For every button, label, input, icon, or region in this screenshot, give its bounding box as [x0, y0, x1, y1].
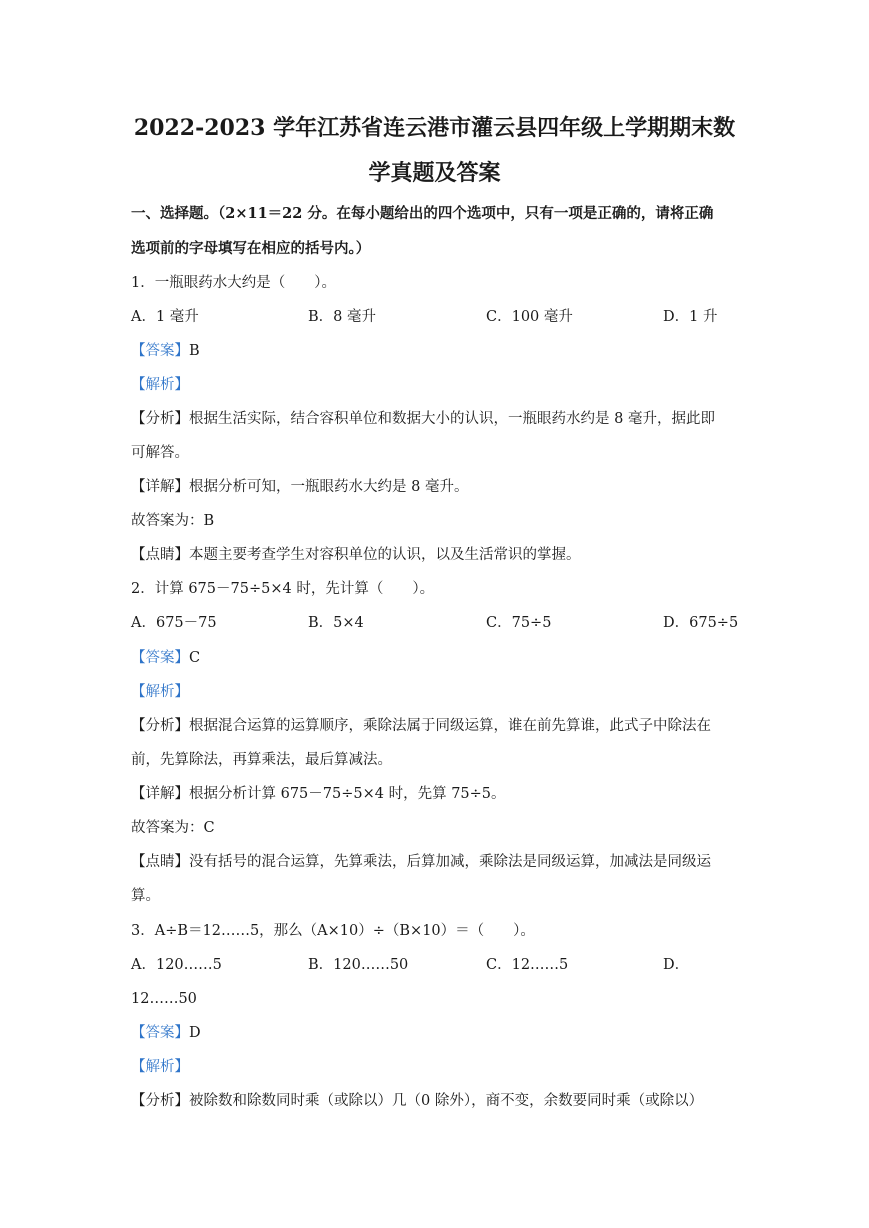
analysis-tag: 【解析】 [131, 1059, 189, 1075]
q3-fenxi-line1 [131, 1091, 703, 1111]
dianjing-tag: 【点睛】 [131, 547, 189, 563]
q1-fenxi-line2: 可解答。 [131, 445, 189, 461]
q1-dianjing-text: 本题主要考查学生对容积单位的认识，以及生活常识的掌握。 [189, 547, 581, 563]
q2-fenxi-line2: 前，先算除法，再算乘法，最后算减法。 [131, 752, 392, 768]
q1-option-d: D．1 升 [663, 309, 718, 325]
q2-option-c: C．75÷5 [486, 615, 552, 631]
q1-analysis-heading [131, 375, 189, 395]
q1-option-a: A．1 毫升 [131, 309, 199, 325]
q2-stem: 2．计算 675－75÷5×4 时，先计算（ ）。 [131, 581, 435, 597]
detail-tag: 【详解】 [131, 479, 189, 495]
doc-title-line2: 学真题及答案 [368, 160, 501, 186]
fenxi-tag: 【分析】 [131, 718, 189, 734]
q2-fenxi-line1 [131, 716, 711, 736]
q1-option-b: B．8 毫升 [308, 309, 376, 325]
q2-final-answer: 故答案为：C [131, 820, 215, 836]
analysis-tag: 【解析】 [131, 684, 189, 700]
q2-answer [131, 648, 200, 668]
q2-option-a: A．675－75 [131, 615, 217, 631]
q1-options [131, 307, 771, 327]
q2-analysis-heading [131, 682, 189, 702]
q3-stem: 3．A÷B＝12……5，那么（A×10）÷（B×10）＝（ ）。 [131, 923, 535, 939]
q1-detail-text: 根据分析可知，一瓶眼药水大约是 8 毫升。 [189, 479, 469, 495]
q1-answer-value: B [189, 343, 200, 359]
q3-answer-value: D [189, 1025, 201, 1041]
q3-options [131, 955, 771, 975]
q2-dianjing-text: 没有括号的混合运算，先算乘法，后算加减，乘除法是同级运算，加减法是同级运 [189, 854, 711, 870]
analysis-tag: 【解析】 [131, 377, 189, 393]
section-instructions-line2: 选项前的字母填写在相应的括号内。） [131, 240, 371, 257]
q2-detail-text: 根据分析计算 675－75÷5×4 时，先算 75÷5。 [189, 786, 506, 802]
q1-detail [131, 477, 468, 497]
q3-fenxi-text: 被除数和除数同时乘（或除以）几（0 除外），商不变，余数要同时乘（或除以） [189, 1093, 704, 1109]
q2-dianjing-line1 [131, 852, 711, 872]
fenxi-tag: 【分析】 [131, 411, 189, 427]
q2-answer-value: C [189, 650, 201, 666]
q2-detail [131, 784, 506, 804]
q2-dianjing-line2: 算。 [131, 888, 160, 904]
section-instructions-line1: 一、选择题。（2×11＝22 分。在每小题给出的四个选项中，只有一项是正确的，请将正确 [131, 205, 714, 222]
q2-option-b: B．5×4 [308, 615, 364, 631]
q1-stem: 1．一瓶眼药水大约是（ ）。 [131, 275, 336, 291]
q3-answer [131, 1023, 201, 1043]
q3-option-d: D． [663, 957, 690, 973]
dianjing-tag: 【点睛】 [131, 854, 189, 870]
q1-dianjing [131, 545, 581, 565]
q3-option-c: C．12……5 [486, 957, 569, 973]
q2-fenxi-text: 根据混合运算的运算顺序，乘除法属于同级运算，谁在前先算谁，此式子中除法在 [189, 718, 711, 734]
fenxi-tag: 【分析】 [131, 1093, 189, 1109]
q3-option-d-wrap: 12……50 [131, 991, 197, 1007]
q3-option-b: B．120……50 [308, 957, 409, 973]
q3-option-a: A．120……5 [131, 957, 222, 973]
q1-fenxi-line1 [131, 409, 715, 429]
q3-analysis-heading [131, 1057, 189, 1077]
q1-answer [131, 341, 200, 361]
q1-option-c: C．100 毫升 [486, 309, 573, 325]
q1-fenxi-text: 根据生活实际，结合容积单位和数据大小的认识，一瓶眼药水约是 8 毫升，据此即 [189, 411, 715, 427]
q2-option-d: D．675÷5 [663, 615, 739, 631]
detail-tag: 【详解】 [131, 786, 189, 802]
q1-final-answer: 故答案为：B [131, 513, 215, 529]
doc-title-line1: 2022-2023 学年江苏省连云港市灌云县四年级上学期期末数 [133, 115, 736, 141]
answer-tag: 【答案】 [131, 343, 189, 359]
q2-options [131, 613, 771, 633]
answer-tag: 【答案】 [131, 650, 189, 666]
answer-tag: 【答案】 [131, 1025, 189, 1041]
